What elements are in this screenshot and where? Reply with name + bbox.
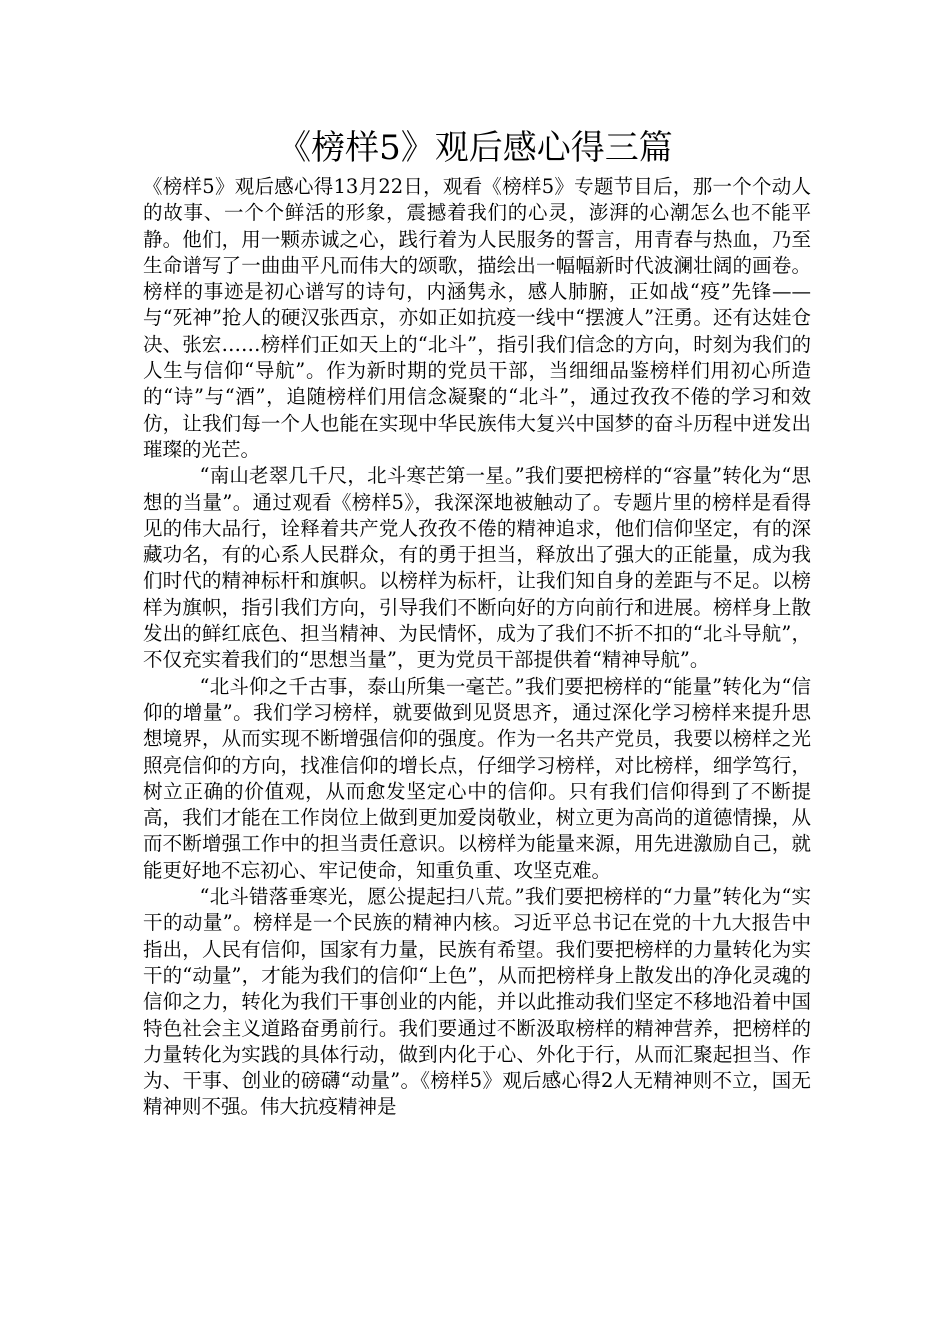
document-body: [143, 174, 811, 1121]
paragraph-4: “北斗错落垂寒光，愿公提起扫八荒。”我们要把榜样的“力量”转化为“实干的动量”。榜样是一个民族的精神内核。习近平总书记在党的十九大报告中指出，人民有信仰，国家有力量，民族有希望。我们要把榜样的力量转化为实干的“动量”，才能为我们的信仰“上色”，从而把榜样身上散发出的净化灵魂的信仰之力，转化为我们干事创业的内能，并以此推动我们坚定不移地沿着中国特色社会主义道路奋勇前行。我们要通过不断汲取榜样的精神营养，把榜样的力量转化为实践的具体行动，做到内化于心、外化于行，从而汇聚起担当、作为、干事、创业的磅礴“动量”。《榜样5》观后感心得2人无精神则不立，国无精神则不强。伟大抗疫精神是: [143, 885, 811, 1119]
document-title: 《榜样5》观后感心得三篇: [277, 128, 673, 168]
paragraph-3: “北斗仰之千古事，泰山所集一毫芒。”我们要把榜样的“能量”转化为“信仰的增量”。我们学习榜样，就要做到见贤思齐，通过深化学习榜样来提升思想境界，从而实现不断增强信仰的强度。作为一名共产党员，我要以榜样之光照亮信仰的方向，找准信仰的增长点，仔细学习榜样，对比榜样，细学笃行，树立正确的价值观，从而愈发坚定心中的信仰。只有我们信仰得到了不断提高，我们才能在工作岗位上做到更加爱岗敬业，树立更为高尚的道德情操，从而不断增强工作中的担当责任意识。以榜样为能量来源，用先进激励自己，就能更好地不忘初心、牢记使命，知重负重、攻坚克难。: [143, 674, 811, 882]
paragraph-1: 《榜样5》观后感心得13月22日，观看《榜样5》专题节目后，那一个个动人的故事、一个个鲜活的形象，震撼着我们的心灵，澎湃的心潮怎么也不能平静。他们，用一颗赤诚之心，践行着为人民服务的誓言，用青春与热血，乃至生命谱写了一曲曲平凡而伟大的颂歌，描绘出一幅幅新时代波澜壮阔的画卷。榜样的事迹是初心谱写的诗句，内涵隽永，感人肺腑，正如战“疫”先锋——与“死神”抢人的硬汉张西京，亦如正如抗疫一线中“摆渡人”汪勇。还有达娃仓决、张宏……榜样们正如天上的“北斗”，指引我们信念的方向，时刻为我们的人生与信仰“导航”。作为新时期的党员干部，当细细品鉴榜样们用初心所造的“诗”与“酒”，追随榜样们用信念凝聚的“北斗”，通过孜孜不倦的学习和效仿，让我们每一个人也能在实现中华民族伟大复兴中国梦的奋斗历程中迸发出璀璨的光芒。: [143, 175, 811, 461]
paragraph-2: “南山老翠几千尺，北斗寒芒第一星。”我们要把榜样的“容量”转化为“思想的当量”。通过观看《榜样5》，我深深地被触动了。专题片里的榜样是看得见的伟大品行，诠释着共产党人孜孜不倦的精神追求，他们信仰坚定，有的深藏功名，有的心系人民群众，有的勇于担当，释放出了强大的正能量，成为我们时代的精神标杆和旗帜。以榜样为标杆，让我们知自身的差距与不足。以榜样为旗帜，指引我们方向，引导我们不断向好的方向前行和进展。榜样身上散发出的鲜红底色、担当精神、为民情怀，成为了我们不折不扣的“北斗导航”，不仅充实着我们的“思想当量”，更为党员干部提供着“精神导航”。: [143, 464, 811, 672]
